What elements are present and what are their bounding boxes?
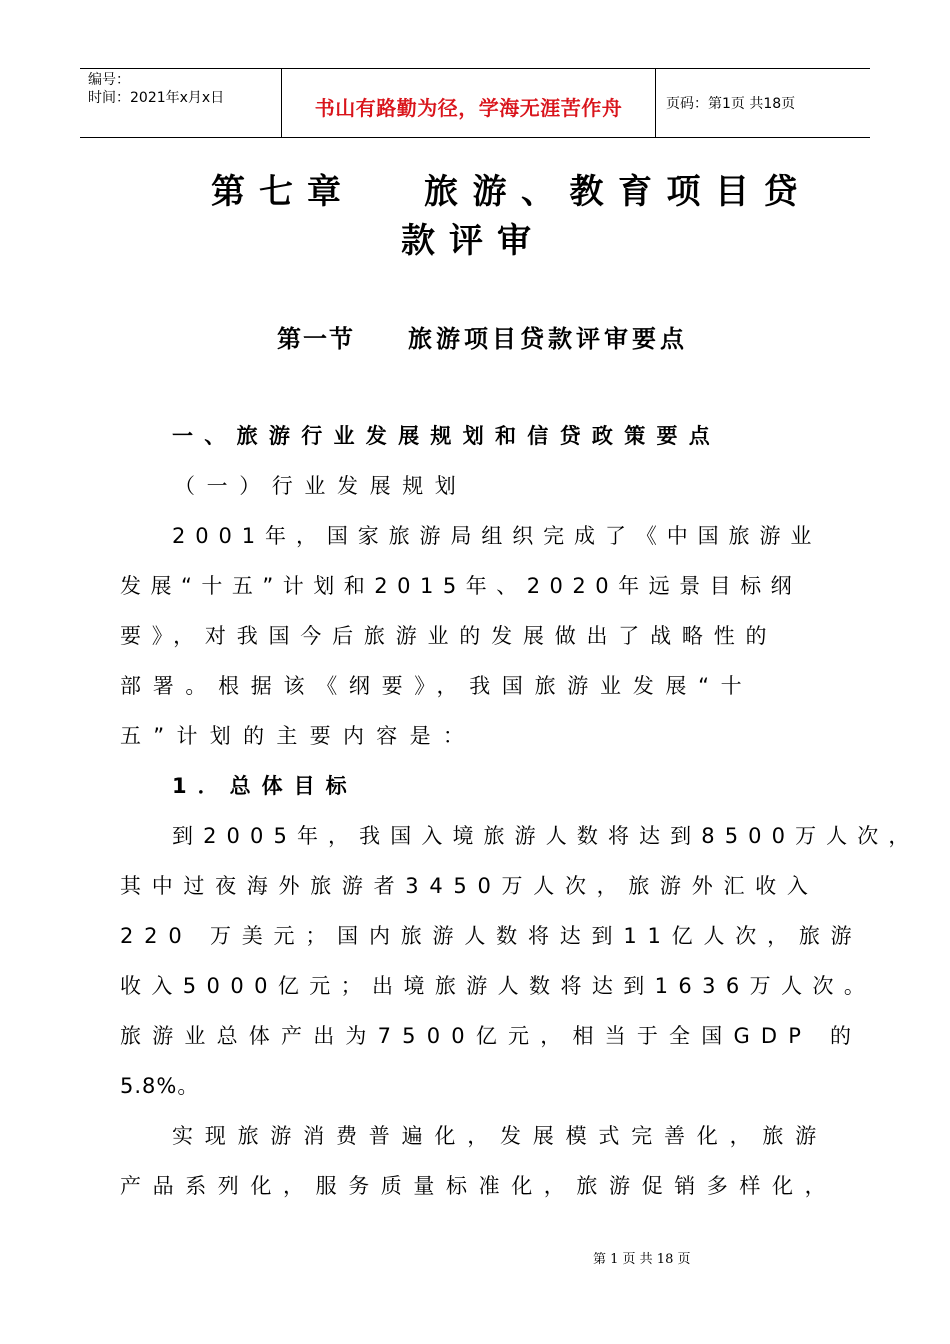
chapter-title-line2: 款评审 [401, 221, 545, 261]
document-number-label: 编号： [88, 72, 130, 88]
paragraph-1-line-2: 发展“十五”计划和2015年、2020年远景目标纲 [120, 574, 802, 598]
item-1-heading: 1．总体目标 [172, 774, 358, 798]
paragraph-2-line-1: 到2005年，我国入境旅游人数将达到8500万人次， [172, 824, 920, 848]
chapter-number: 第七章 [211, 172, 355, 212]
paragraph-1-line-4: 部署。根据该《纲要》，我国旅游业发展“十 [120, 674, 754, 698]
chapter-title-line1: 旅游、教育项目贷 [424, 172, 812, 212]
document-time-label: 时间：2021年x月x日 [88, 90, 225, 106]
header-left-cell [80, 69, 282, 137]
header-table [80, 68, 870, 138]
paragraph-1-line-3: 要》，对我国今后旅游业的发展做出了战略性的 [120, 624, 778, 648]
header-motto-cell [282, 69, 656, 137]
heading-1: 一、旅游行业发展规划和信贷政策要点 [172, 424, 722, 448]
paragraph-2-line-3: 220 万美元；国内旅游人数将达到11亿人次，旅游 [120, 924, 863, 948]
subheading-1: （一）行业发展规划 [174, 474, 468, 498]
section-number: 第一节 [277, 324, 355, 353]
paragraph-3-line-2: 产品系列化，服务质量标准化，旅游促销多样化， [120, 1174, 838, 1198]
page-footer: 第 1 页 共 18 页 [593, 1252, 691, 1267]
paragraph-3-line-1: 实现旅游消费普遍化，发展模式完善化，旅游 [172, 1124, 828, 1148]
paragraph-2-line-5: 旅游业总体产出为7500亿元，相当于全国GDP 的 [120, 1024, 863, 1048]
paragraph-1-line-1: 2001年，国家旅游局组织完成了《中国旅游业 [172, 524, 822, 548]
header-page-info: 页码：第1页 共18页 [666, 96, 796, 112]
paragraph-1-line-5: 五”计划的主要内容是： [120, 724, 477, 748]
header-motto: 书山有路勤为径，学海无涯苦作舟 [314, 95, 623, 120]
paragraph-2-line-2: 其中过夜海外旅游者3450万人次，旅游外汇收入 [120, 874, 819, 898]
paragraph-2-line-4: 收入5000亿元；出境旅游人数将达到1636万人次。 [120, 974, 876, 998]
paragraph-2-line-6: 5.8%。 [120, 1074, 200, 1098]
section-title: 旅游项目贷款评审要点 [408, 324, 688, 353]
header-page-cell [656, 69, 870, 137]
